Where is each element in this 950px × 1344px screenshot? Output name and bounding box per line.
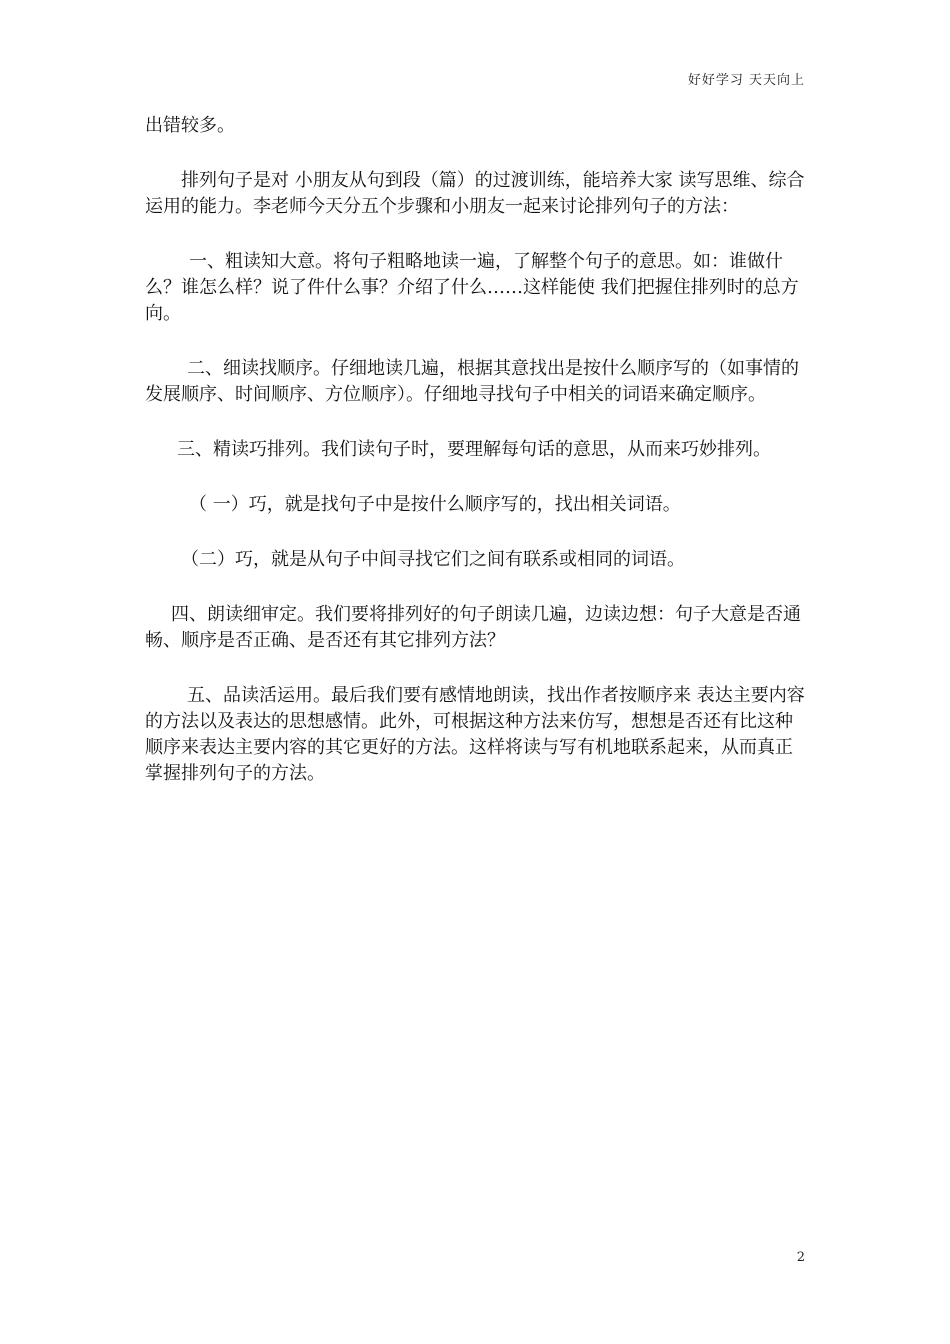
page-number: 2 bbox=[796, 1250, 805, 1265]
paragraph-continuation: 出错较多。 bbox=[145, 115, 235, 136]
paragraph-intro: 排列句子是对 小朋友从句到段（篇）的过渡训练，能培养大家 读写思维、综合运用的能力。李老师今天分五个步骤和小朋友一起来讨论排列句子的方法： bbox=[145, 170, 805, 217]
paragraph-step-3: 三、精读巧排列。我们读句子时，要理解每句话的意思，从而来巧妙排列。 bbox=[177, 439, 771, 460]
paragraph-step-3-sub-1: （ 一）巧，就是找句子中是按什么顺序写的，找出相关词语。 bbox=[189, 494, 681, 515]
paragraph-step-2: 二、细读找顺序。仔细地读几遍，根据其意找出是按什么顺序写的（如事情的发展顺序、时间顺序、方位顺序）。仔细地寻找句子中相关的词语来确定顺序。 bbox=[145, 358, 799, 405]
page-header: 好好学习 天天向上 bbox=[687, 73, 805, 88]
paragraph-step-3-sub-2: （二）巧，就是从句子中间寻找它们之间有联系或相同的词语。 bbox=[181, 549, 685, 570]
paragraph-step-4: 四、朗读细审定。我们要将排列好的句子朗读几遍，边读边想：句子大意是否通畅、顺序是否正确、是否还有其它排列方法？ bbox=[145, 604, 801, 651]
document-body bbox=[145, 113, 807, 787]
paragraph-step-1: 一、粗读知大意。将句子粗略地读一遍，了解整个句子的意思。如：谁做什么？谁怎么样？说了件什么事？介绍了什么……这样能使 我们把握住排列时的总方向。 bbox=[145, 251, 799, 324]
paragraph-step-5: 五、品读活运用。最后我们要有感情地朗读，找出作者按顺序来 表达主要内容的方法以及表达的思想感情。此外，可根据这种方法来仿写，想想是否还有比这种顺序来表达主要内容的其它更好的方法。这样将读与写有机地联系起来，从而真正掌握排列句子的方法。 bbox=[145, 685, 805, 784]
